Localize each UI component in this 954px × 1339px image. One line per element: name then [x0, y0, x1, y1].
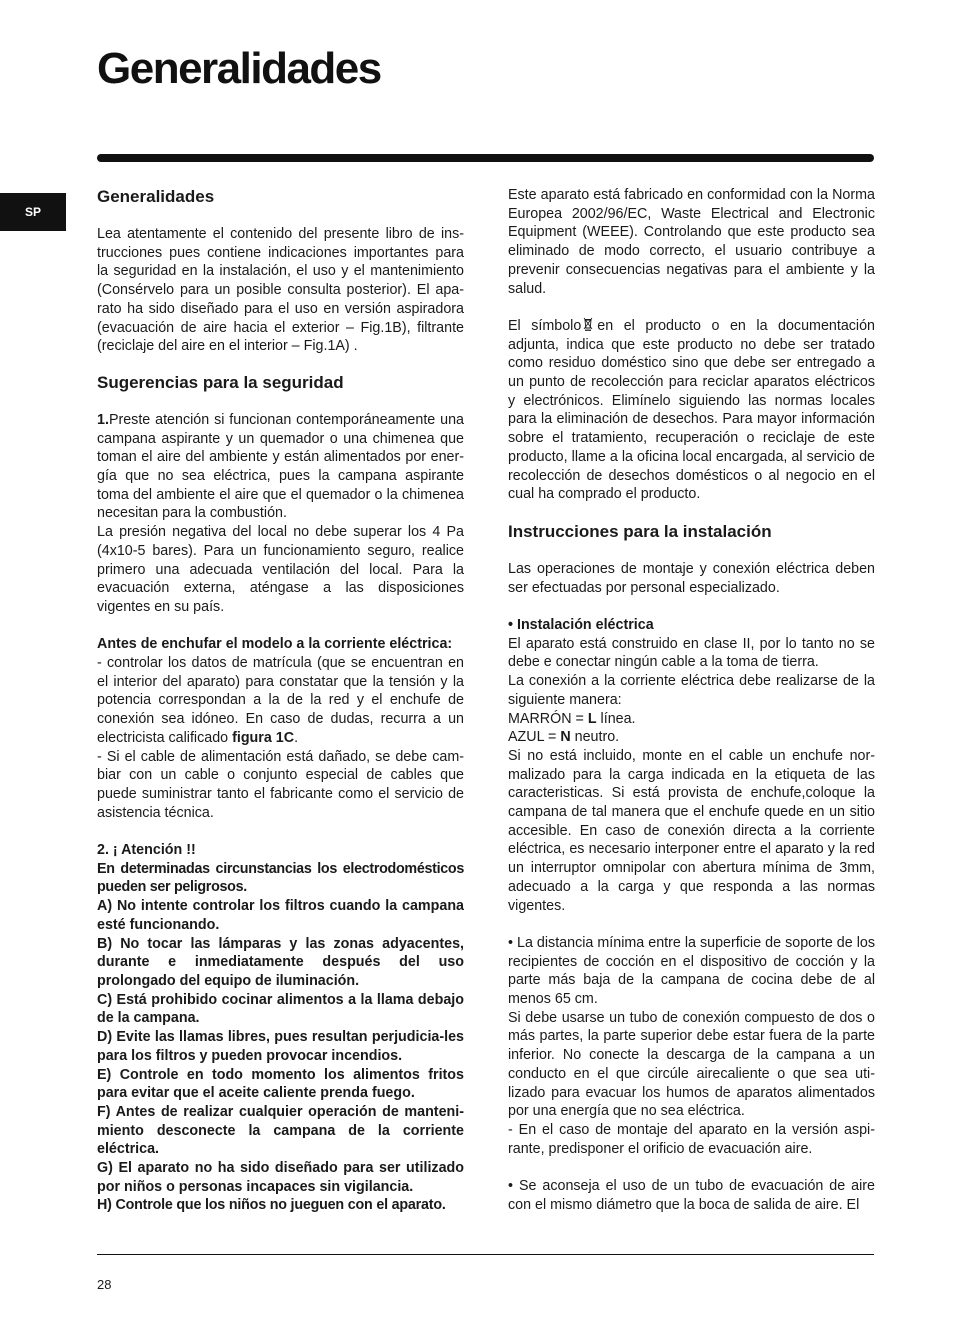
warning-item: H) Controle que los niños no jueguen con el aparato. [97, 1197, 446, 1214]
warning-item: D) Evite las llamas libres, pues resultan perjudicia-les para los filtros y pueden provocar incendios. [97, 1029, 464, 1064]
title-rule [97, 154, 874, 162]
page-title: Generalidades [97, 44, 381, 93]
electrical-connection-text: La conexión a la corriente eléctrica debe realizarse de la siguiente manera: [508, 673, 875, 708]
right-column [508, 186, 875, 1215]
tube-parts-paragraph: Si debe usarse un tubo de conexión compuesto de dos o más partes, la parte superior debe estar fuera de la parte inferior. No conecte la descarga de la campana a un conducto en el que circúle airecaliente o que sea uti-lizado para evacuar los humos de aparatos alimentados por una energía que no sea eléctrica. [508, 1009, 875, 1120]
warning-item: F) Antes de realizar cualquier operación de manteni-miento desconecte la campana de la corriente eléctrica. [97, 1103, 464, 1158]
plug-paragraph [97, 654, 464, 748]
warning-item: B) No tocar las lámparas y las zonas adyacentes, durante e inmediatamente después del uso prolongado del equipo de iluminación. [97, 935, 464, 989]
symbol-text-end: en el producto o en la documentación adjunta, indica que este producto no debe ser tratado como residuo doméstico sino que debe ser entregado a un punto de recolección para reciclar aparatos eléctricos y electrónicos. Elimínelo siguiendo las normas locales para la eliminación de desechos. Para mayor información sobre el tratamiento, recuperación o reciclaje de este producto, llame a la oficina local encargada, al servicio de recolección de desechos domésticos o al negocio en el cual ha comprado el producto. [508, 317, 875, 503]
blue-wire-line [508, 728, 875, 747]
electrical-class-text: El aparato está construido en clase II, por lo tanto no se debe e conectar ningún cable a la toma de tierra. [508, 635, 875, 671]
blue-label: AZUL = [508, 729, 561, 746]
brown-wire-line [508, 710, 875, 729]
brown-desc: línea. [596, 710, 636, 727]
install-paragraph: Las operaciones de montaje y conexión eléctrica deben ser efectuadas por personal especializado. [508, 560, 875, 596]
symbol-text-start: El símbolo [508, 317, 582, 334]
plug-heading: Antes de enchufar el modelo a la corriente eléctrica: [97, 636, 453, 653]
page-number: 28 [97, 1277, 112, 1292]
warning-item: G) El aparato no ha sido diseñado para ser utilizado por niños o personas incapaces sin vigilancia. [97, 1160, 464, 1195]
electrical-heading: • Instalación eléctrica [508, 617, 654, 634]
plug-text: - controlar los datos de matrícula (que se encuentran en el interior del aparato) para constatar que la tensión y la potencia correspondan a la de la red y el enchufe de conexión sea idóneo. En caso de dudas, recurra a un electricista calificado [97, 655, 464, 746]
plug-text-end: . [294, 729, 299, 746]
left-column [97, 186, 464, 1215]
warning-item: E) Controle en todo momento los alimentos fritos para evitar que el aceite caliente prenda fuego. [97, 1066, 464, 1102]
weee-paragraph: Este aparato está fabricado en conformidad con la Norma Europea 2002/96/EC, Waste Electrical and Electronic Equipment (WEEE). Controlando que este producto sea eliminado de modo correcto, el usuario contribuye a prevenir consecuencias negativas para el ambiente y la salud. [508, 187, 875, 297]
attention-intro: En determinadas circunstancias los electrodomésticos pueden ser peligrosos. [97, 860, 464, 896]
cable-paragraph: - Si el cable de alimentación está dañado, se debe cam-biar con un cable o conjunto especial de cables que puede suministrar tanto el fabricante como el servicio de asistencia técnica. [97, 748, 464, 821]
figure-reference: figura 1C [232, 729, 295, 746]
evacuation-hole-paragraph: - En el caso de montaje del aparato en la versión aspi-rante, predisponer el orificio de evacuación aire. [508, 1122, 875, 1157]
warning-item: A) No intente controlar los filtros cuando la campana esté funcionando. [97, 898, 464, 933]
distance-paragraph: • La distancia mínima entre la superficie de soporte de los recipientes de cocción en el dispositivo de cocción y la parte más baja de la campana de cocina debe de al menos 65 cm. [508, 934, 875, 1008]
section-heading-general: Generalidades [97, 187, 215, 206]
brown-code: L [587, 710, 597, 727]
safety-point-text: Preste atención si funcionan contemporáneamente una campana aspirante y un quemador o una chimenea que toman el aire del ambiente y están alimentados por ener-gía que no sea eléctrica, pues la campana aspirante toma del ambiente el aire que el quemador o la chimenea necesitan para la combustión. [97, 411, 464, 522]
safety-point-number: 1. [97, 411, 109, 428]
tube-diameter-paragraph: • Se aconseja el uso de un tubo de evacuación de aire con el mismo diámetro que la boca de salida de aire. El [508, 1178, 875, 1213]
attention-heading: 2. ¡ Atención !! [97, 842, 196, 859]
blue-code: N [560, 729, 571, 746]
section-heading-install: Instrucciones para la instalación [508, 521, 772, 541]
plug-install-text: Si no está incluido, monte en el cable un enchufe nor-malizado para la carga indicada en la etiqueta de las caracteristicas. Si está provista de enchufe,coloque la campana de tal manera que el enchufe quede en un sitio accesible. En caso de conexión directa a la corriente eléctrica, es necesario interponer entre el aparato y la red un interruptor omnipolar con abertura mínima de 3mm, adecuado a la carga y que responda a las normas vigentes. [508, 747, 875, 914]
pressure-paragraph: La presión negativa del local no debe superar los 4 Pa (4x10-5 bares). Para un funcionamiento seguro, realice primero una adecuada ventilación del local. Para la evacuación externa, aténgase a las disposiciones vigentes en su país. [97, 524, 464, 615]
general-paragraph: Lea atentamente el contenido del presente libro de ins-trucciones pues contiene indicaciones importantes para la seguridad en la instalación, el uso y el mantenimiento (Consérvelo para un posible consulta posterior). El apa-rato ha sido diseñado para el uso en versión aspiradora (evacuación de aire hacia el exterior – Fig.1B), filtrante (reciclaje del aire en el interior – Fig.1A) . [97, 226, 464, 355]
blue-desc: neutro. [570, 729, 620, 746]
crossed-bin-icon [583, 317, 593, 331]
warning-item: C) Está prohibido cocinar alimentos a la llama debajo de la campana. [97, 991, 464, 1027]
safety-point-1 [97, 411, 464, 523]
section-heading-safety: Sugerencias para la seguridad [97, 372, 344, 392]
language-tab: SP [0, 193, 66, 231]
symbol-paragraph [508, 317, 875, 504]
footer-rule [97, 1254, 874, 1255]
brown-label: MARRÓN = [508, 710, 588, 727]
